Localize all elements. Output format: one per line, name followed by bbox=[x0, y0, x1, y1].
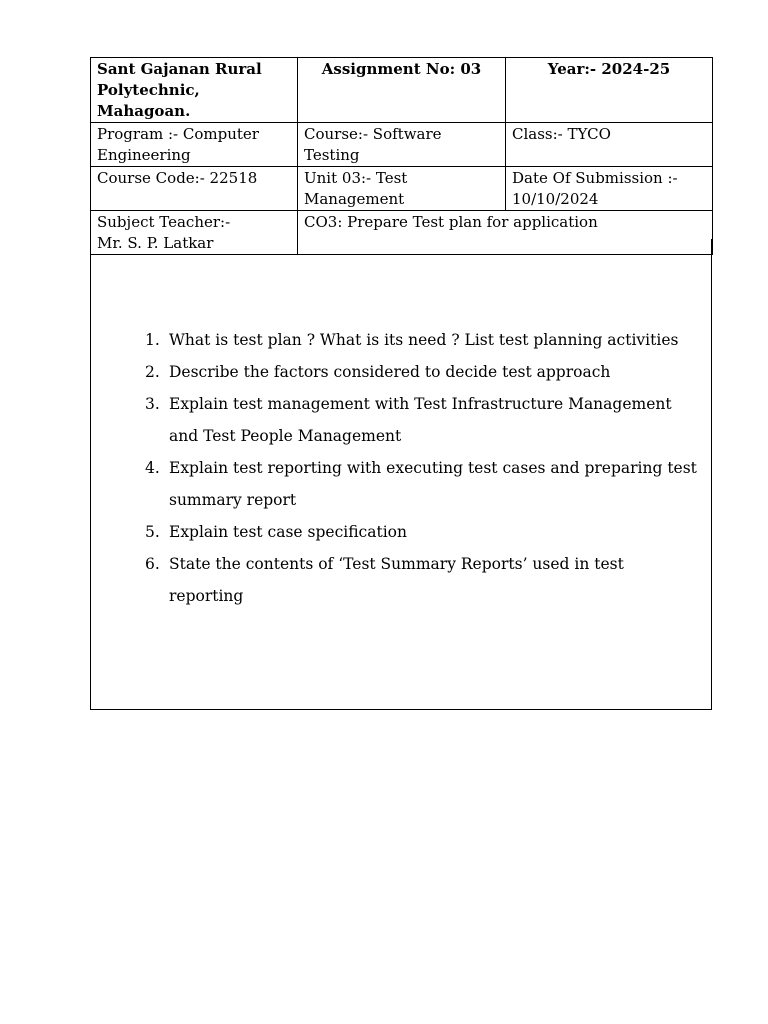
course-outcome-cell: CO3: Prepare Test plan for application bbox=[298, 211, 713, 255]
question-item bbox=[145, 356, 699, 388]
subject-teacher-name: Mr. S. P. Latkar bbox=[97, 234, 214, 252]
question-number: 6. bbox=[145, 555, 160, 573]
question-item bbox=[145, 324, 699, 356]
assignment-number: Assignment No: 03 bbox=[298, 58, 506, 123]
question-text: State the contents of ‘Test Summary Reports’ used in test reporting bbox=[169, 555, 624, 605]
assignment-header-table bbox=[90, 57, 713, 255]
submission-date-cell: Date Of Submission :- 10/10/2024 bbox=[506, 167, 713, 211]
question-number: 2. bbox=[145, 363, 160, 381]
question-text: Explain test reporting with executing test cases and preparing test summary report bbox=[169, 459, 697, 509]
question-number: 1. bbox=[145, 331, 160, 349]
question-item bbox=[145, 516, 699, 548]
course-cell: Course:- Software Testing bbox=[298, 123, 506, 167]
question-text: Explain test case specification bbox=[169, 523, 407, 541]
question-item bbox=[145, 388, 699, 452]
institute-name: Sant Gajanan Rural Polytechnic, Mahagoan. bbox=[91, 58, 298, 123]
question-text: What is test plan ? What is its need ? List test planning activities bbox=[169, 331, 679, 349]
question-number: 5. bbox=[145, 523, 160, 541]
unit-cell: Unit 03:- Test Management bbox=[298, 167, 506, 211]
question-number: 3. bbox=[145, 395, 160, 413]
class-cell: Class:- TYCO bbox=[506, 123, 713, 167]
header-row-title bbox=[91, 58, 713, 123]
header-row-code bbox=[91, 167, 713, 211]
header-row-program bbox=[91, 123, 713, 167]
academic-year: Year:- 2024-25 bbox=[506, 58, 713, 123]
question-list bbox=[145, 324, 699, 612]
program-cell: Program :- Computer Engineering bbox=[91, 123, 298, 167]
question-item bbox=[145, 452, 699, 516]
course-code-cell: Course Code:- 22518 bbox=[91, 167, 298, 211]
question-text: Explain test management with Test Infrastructure Management and Test People Management bbox=[169, 395, 672, 445]
subject-teacher-label: Subject Teacher:- bbox=[97, 213, 231, 231]
questions-box bbox=[90, 239, 712, 710]
question-text: Describe the factors considered to decide test approach bbox=[169, 363, 611, 381]
question-item bbox=[145, 548, 699, 612]
question-number: 4. bbox=[145, 459, 160, 477]
